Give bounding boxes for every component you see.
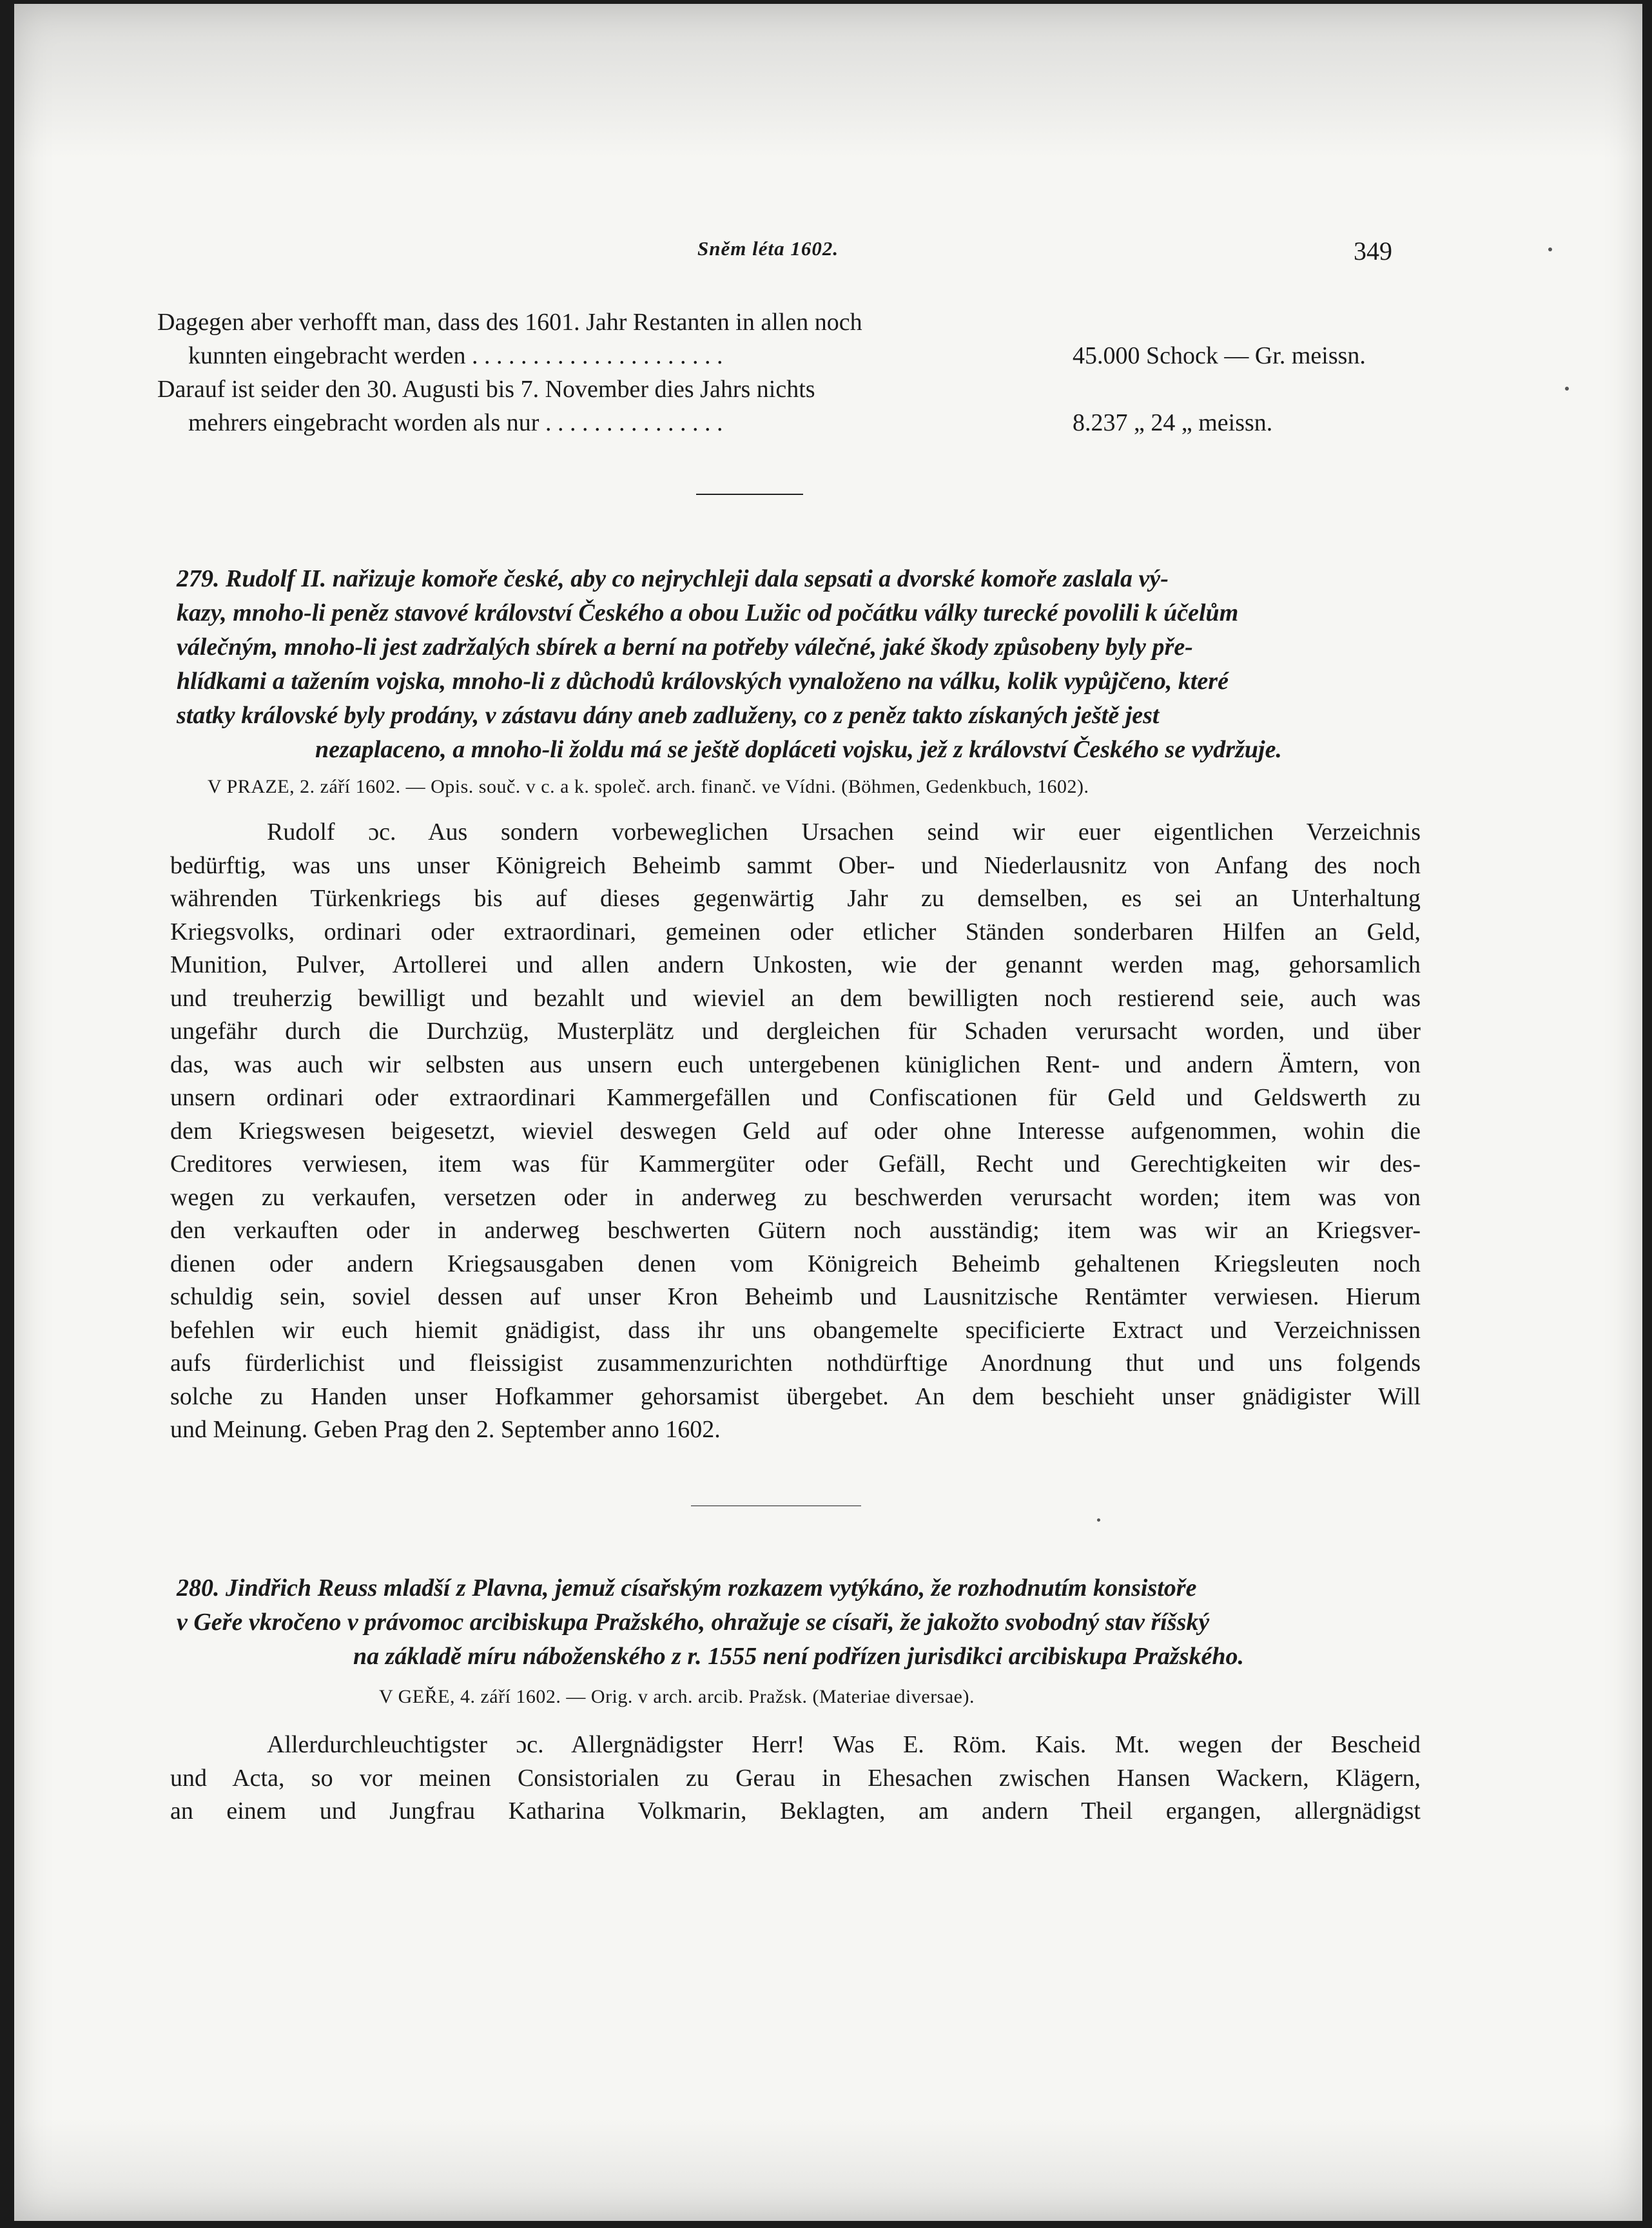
running-head-title: Sněm léta 1602.: [697, 237, 839, 260]
entry-279-body-line: Kriegsvolks, ordinari oder extraordinari, gemeinen oder etlicher Ständen sonderbaren Hilfen an Geld,: [170, 918, 1421, 945]
entry-279-headline-line: nezaplaceno, a mnoho-li žoldu má se ještě dopláceti vojsku, jež z království Českého se vydržuje.: [315, 736, 1282, 763]
ledger-row-2-text-cont: mehrers eingebracht worden als nur . . . . . . . . . . . . . . .: [188, 409, 723, 436]
entry-280-body-line: an einem und Jungfrau Katharina Volkmarin, Beklagten, am andern Theil ergangen, allergnädigst: [170, 1797, 1421, 1825]
entry-280-headline: [177, 1571, 1421, 1674]
entry-280-source: V GEŘE, 4. září 1602. — Orig. v arch. arcib. Pražsk. (Materiae diversae).: [379, 1686, 975, 1707]
scanned-page: [14, 4, 1642, 2221]
scan-speck: [1548, 247, 1552, 251]
ledger-row-1-line-1: [157, 305, 1421, 339]
entry-279-headline-line: hlídkami a tažením vojska, mnoho-li z důchodů královských vynaloženo na válku, kolik vypůjčeno, které: [177, 668, 1229, 695]
ledger-row-1-line-2: [157, 339, 1421, 373]
scan-speck: [1097, 1518, 1100, 1522]
ledger-row-2-amount: 8.237 „ 24 „ meissn.: [1073, 409, 1273, 436]
entry-279-body-line: dem Kriegswesen beigesetzt, wieviel deswegen Geld auf oder ohne Interesse aufgenommen, wohin die: [170, 1117, 1421, 1145]
entry-279-headline-line: 279. Rudolf II. nařizuje komoře české, aby co nejrychleji dala sepsati a dvorské komoře zaslala vý-: [177, 565, 1169, 592]
entry-279-body: [170, 816, 1421, 1447]
section-divider-1: [696, 494, 803, 495]
entry-279-headline: [177, 562, 1421, 767]
entry-279-body-line: befehlen wir euch hiemit gnädigist, dass ihr uns obangemelte specificierte Extract und Verzeichnissen: [170, 1316, 1421, 1344]
entry-280-body-line: Allerdurchleuchtigster ɔc. Allergnädigster Herr! Was E. Röm. Kais. Mt. wegen der Bescheid: [267, 1731, 1421, 1758]
entry-279-body-line: wegen zu verkaufen, versetzen oder in anderweg zu beschwerden verursacht worden; item was von: [170, 1183, 1421, 1211]
entry-279-body-line: Creditores verwiesen, item was für Kammergüter oder Gefäll, Recht und Gerechtigkeiten wir des-: [170, 1150, 1421, 1177]
entry-279-body-line: schuldig sein, soviel dessen auf unser Kron Beheimb und Lausnitzische Rentämter verwiesen. Hierum: [170, 1283, 1421, 1310]
entry-279-body-line: bedürftig, was uns unser Königreich Beheimb sammt Ober- und Niederlausnitz von Anfang des noch: [170, 851, 1421, 879]
ledger-block: [157, 305, 1421, 440]
entry-279-body-line: unsern ordinari oder extraordinari Kammergefällen und Confiscationen für Geld und Geldswerth zu: [170, 1084, 1421, 1111]
ledger-row-2-text: Darauf ist seider den 30. Augusti bis 7. November dies Jahrs nichts: [157, 376, 815, 403]
entry-279-body-line: den verkauften oder in anderweg beschwerten Gütern noch ausständig; item was wir an Kriegsver-: [170, 1217, 1421, 1244]
entry-279-body-line: und Meinung. Geben Prag den 2. September anno 1602.: [170, 1416, 721, 1443]
entry-279-headline-line: statky královské byly prodány, v zástavu dány aneb zadluženy, co z peněz takto získaných ještě jest: [177, 702, 1160, 729]
ledger-row-1-amount: 45.000 Schock — Gr. meissn.: [1073, 342, 1366, 369]
entry-279-headline-line: válečným, mnoho-li jest zadržalých sbírek a berní na potřeby válečné, jaké škody způsobeny byly pře-: [177, 634, 1193, 661]
entry-279-body-line: währenden Türkenkriegs bis auf dieses gegenwärtig Jahr zu demselben, es sei an Unterhaltung: [170, 885, 1421, 912]
entry-279-body-line: Munition, Pulver, Artollerei und allen andern Unkosten, wie der genannt werden mag, gehorsamlich: [170, 951, 1421, 978]
entry-279-body-line: Rudolf ɔc. Aus sondern vorbeweglichen Ursachen seind wir euer eigentlichen Verzeichnis: [267, 819, 1421, 846]
ledger-row-1-text-cont: kunnten eingebracht werden . . . . . . . . . . . . . . . . . . . . .: [188, 342, 723, 369]
entry-279-body-line: ungefähr durch die Durchzüg, Musterplätz und dergleichen für Schaden verursacht worden, und über: [170, 1018, 1421, 1045]
scan-speck: [1565, 387, 1569, 391]
entry-279-body-line: dienen oder andern Kriegsausgaben denen vom Königreich Beheimb gehaltenen Kriegsleuten noch: [170, 1250, 1421, 1277]
ledger-row-2-line-2: [157, 406, 1421, 440]
entry-279-body-line: solche zu Handen unser Hofkammer gehorsamist übergebet. An dem beschieht unser gnädigister Will: [170, 1382, 1421, 1410]
entry-279-headline-line: kazy, mnoho-li peněz stavové království Českého a obou Lužic od počátku války turecké povolili k účelům: [177, 599, 1239, 626]
entry-280-body: [170, 1729, 1421, 1828]
page-number: 349: [1354, 237, 1392, 266]
entry-280-headline-line: na základě míru náboženského z r. 1555 není podřízen jurisdikci arcibiskupa Pražského.: [353, 1643, 1244, 1670]
entry-280-body-line: und Acta, so vor meinen Consistorialen zu Gerau in Ehesachen zwischen Hansen Wackern, Klägern,: [170, 1764, 1421, 1792]
entry-280-headline-line: v Geře vkročeno v právomoc arcibiskupa Pražského, ohražuje se císaři, že jakožto svobodný stav říšský: [177, 1609, 1210, 1636]
ledger-row-1-text: Dagegen aber verhofft man, dass des 1601. Jahr Restanten in allen noch: [157, 309, 862, 336]
entry-279-body-line: aufs fürderlichist und fleissigist zusammenzurichten nothdürftige Anordnung thut und uns folgends: [170, 1350, 1421, 1377]
entry-279-body-line: das, was auch wir selbsten aus unsern euch untergebenen küniglichen Rent- und andern Ämtern, von: [170, 1051, 1421, 1078]
ledger-row-2-line-1: [157, 373, 1421, 406]
entry-279-body-line: und treuherzig bewilligt und bezahlt und wieviel an dem bewilligten noch restierend seie, auch was: [170, 984, 1421, 1012]
entry-279-source: V PRAZE, 2. září 1602. — Opis. souč. v c. a k. společ. arch. finanč. ve Vídni. (Böhmen, Gedenkbuch, 1602).: [208, 776, 1089, 797]
entry-280-headline-line: 280. Jindřich Reuss mladší z Plavna, jemuž císařským rozkazem vytýkáno, že rozhodnutím konsistoře: [177, 1574, 1197, 1602]
